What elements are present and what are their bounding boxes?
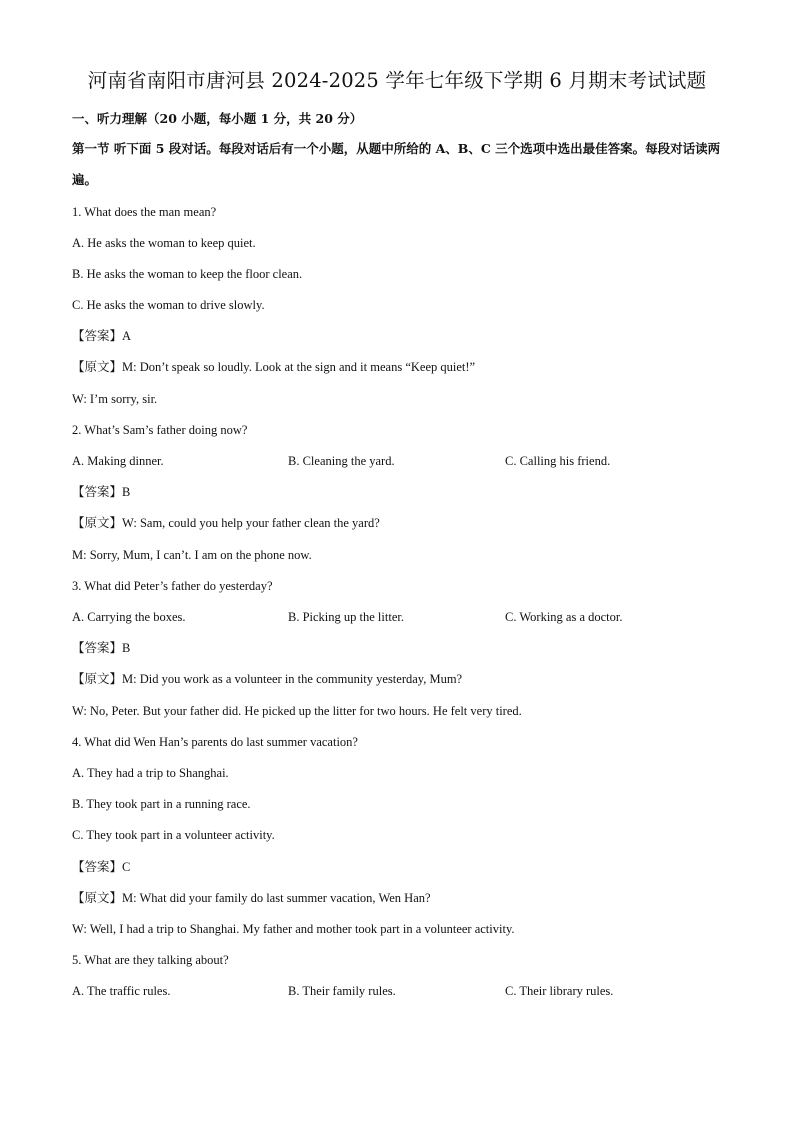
answer-value: A (122, 329, 132, 343)
script-label: 【原文】 (72, 515, 123, 530)
page-title: 河南省南阳市唐河县 2024-2025 学年七年级下学期 6 月期末考试试题 (87, 69, 707, 92)
question-2-script-line-1 (72, 514, 380, 532)
question-1-option-b: B. He asks the woman to keep the floor clean. (72, 267, 303, 281)
answer-label: 【答案】 (72, 484, 123, 499)
question-2-option-a: A. Making dinner. (72, 454, 164, 468)
question-5-option-b: B. Their family rules. (288, 984, 396, 998)
answer-value: B (122, 485, 131, 499)
question-2-option-c: C. Calling his friend. (505, 454, 611, 468)
section-instruction: 第一节 听下面 5 段对话。每段对话后有一个小题，从题中所给的 A、B、C 三个选项中选出最佳答案。每段对话读两遍。 (72, 141, 721, 187)
question-4-script-line-1 (72, 889, 431, 907)
question-3-option-c: C. Working as a doctor. (505, 610, 623, 624)
question-2-script-line-2: M: Sorry, Mum, I can’t. I am on the phone now. (72, 548, 312, 562)
question-3-script-line-2: W: No, Peter. But your father did. He picked up the litter for two hours. He felt very tired. (72, 704, 522, 718)
question-1-option-c: C. He asks the woman to drive slowly. (72, 298, 265, 312)
script-text: M: What did your family do last summer vacation, Wen Han? (122, 891, 431, 905)
question-4-stem: 4. What did Wen Han’s parents do last summer vacation? (72, 735, 358, 749)
answer-label: 【答案】 (72, 640, 123, 655)
script-text: M: Don’t speak so loudly. Look at the sign and it means “Keep quiet!” (122, 360, 476, 374)
question-3-option-a: A. Carrying the boxes. (72, 610, 186, 624)
question-2-stem: 2. What’s Sam’s father doing now? (72, 423, 248, 437)
question-1-option-a: A. He asks the woman to keep quiet. (72, 236, 256, 250)
script-label: 【原文】 (72, 359, 123, 374)
question-5-option-c: C. Their library rules. (505, 984, 614, 998)
question-4-option-c: C. They took part in a volunteer activity. (72, 828, 275, 842)
question-4-option-a: A. They had a trip to Shanghai. (72, 766, 229, 780)
question-5-stem: 5. What are they talking about? (72, 953, 229, 967)
script-label: 【原文】 (72, 890, 123, 905)
question-4-option-b: B. They took part in a running race. (72, 797, 251, 811)
question-1-script-line-2: W: I’m sorry, sir. (72, 392, 158, 406)
question-1-stem: 1. What does the man mean? (72, 205, 217, 219)
answer-value: C (122, 860, 131, 874)
question-5-option-a: A. The traffic rules. (72, 984, 171, 998)
question-1-answer (72, 327, 131, 345)
question-3-answer (72, 639, 130, 657)
script-text: M: Did you work as a volunteer in the community yesterday, Mum? (122, 672, 463, 686)
question-4-script-line-2: W: Well, I had a trip to Shanghai. My father and mother took part in a volunteer activity. (72, 922, 515, 936)
question-3-stem: 3. What did Peter’s father do yesterday? (72, 579, 273, 593)
question-3-option-b: B. Picking up the litter. (288, 610, 404, 624)
answer-value: B (122, 641, 131, 655)
question-4-answer (72, 858, 130, 876)
answer-label: 【答案】 (72, 328, 123, 343)
section-heading: 一、听力理解（20 小题，每小题 1 分，共 20 分） (72, 111, 363, 126)
question-1-script-line-1 (72, 358, 475, 376)
question-3-script-line-1 (72, 670, 462, 688)
script-text: W: Sam, could you help your father clean the yard? (122, 516, 380, 530)
script-label: 【原文】 (72, 671, 123, 686)
answer-label: 【答案】 (72, 859, 123, 874)
question-2-option-b: B. Cleaning the yard. (288, 454, 395, 468)
question-2-answer (72, 483, 130, 501)
